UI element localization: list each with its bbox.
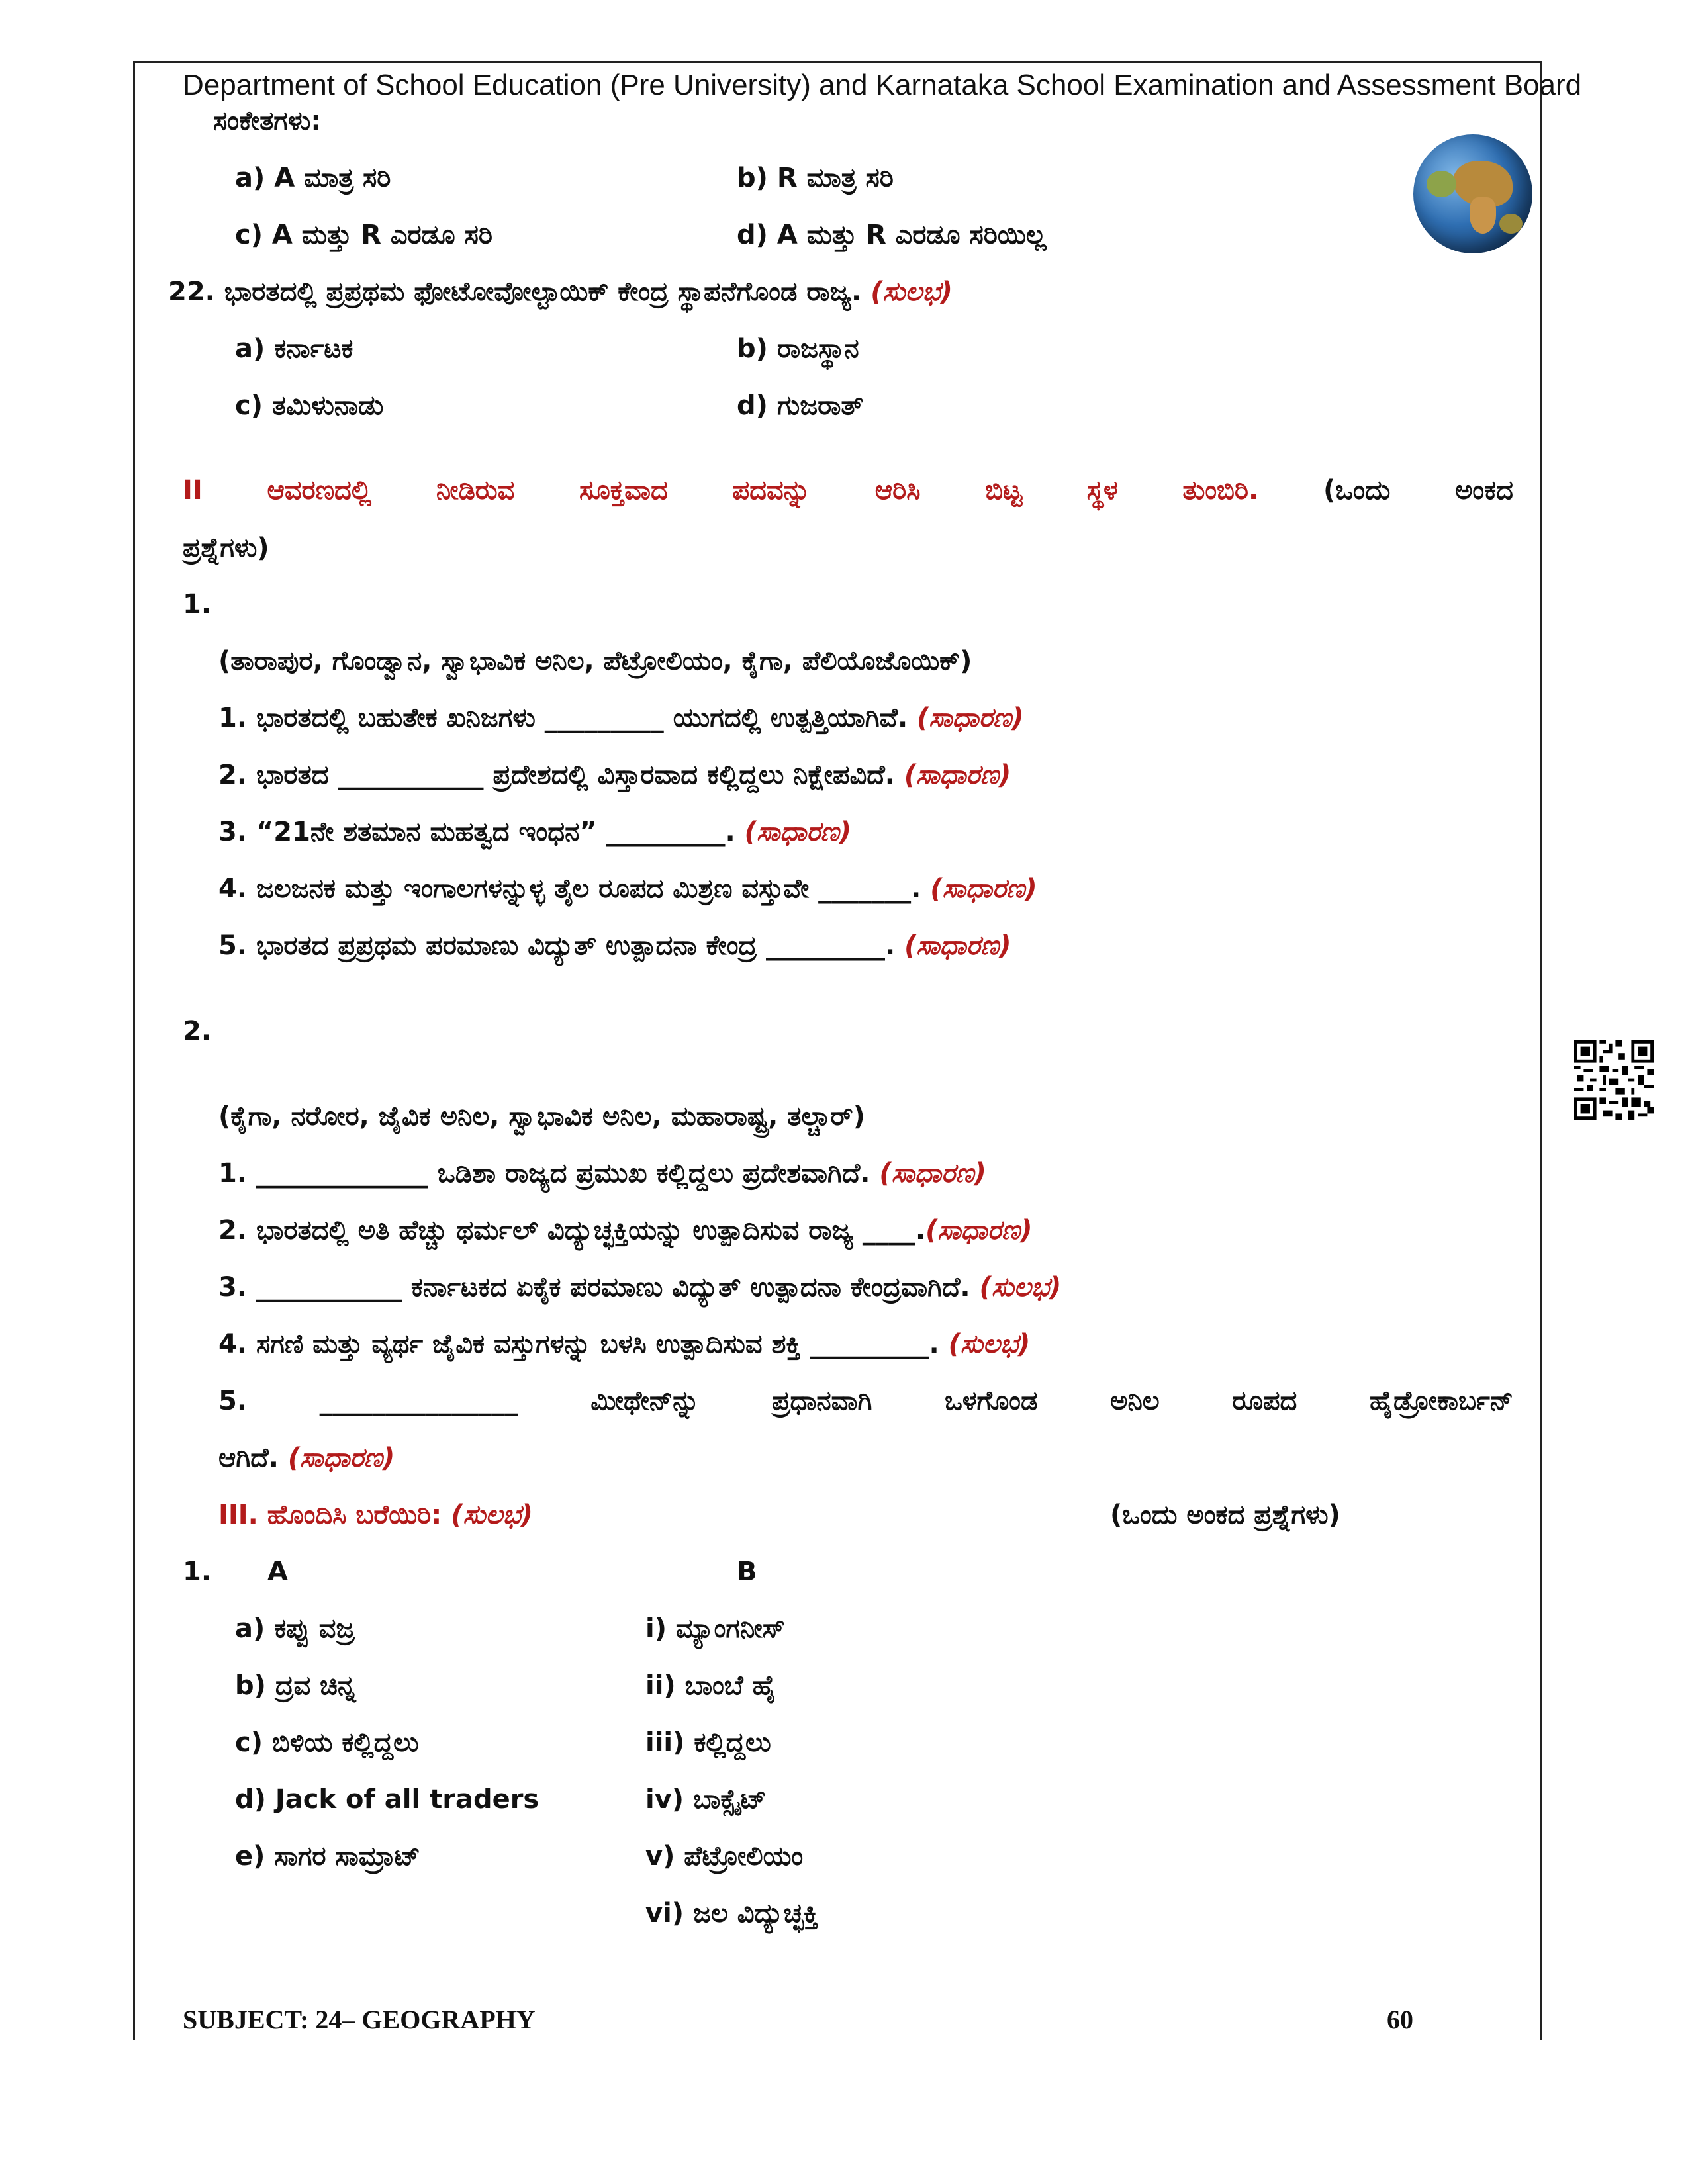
set1-item-4: 4. ಜಲಜನಕ ಮತ್ತು ಇಂಗಾಲಗಳನ್ನುಳ್ಳ ತೈಲ ರೂಪದ ಮಿಶ್ರಣ ವಸ್ತುವೇ _______. (ಸಾಧಾರಣ) [218, 874, 1037, 904]
set1-item-3: 3. “21ನೇ ಶತಮಾನ ಮಹತ್ವದ ಇಂಧನ” _________. (ಸಾಧಾರಣ) [218, 817, 852, 847]
match-column-b-header: B [737, 1557, 757, 1587]
section-ii-title: II ಆವರಣದಲ್ಲಿ ನೀಡಿರುವ ಸೂಕ್ತವಾದ ಪದವನ್ನು ಆರಿಸಿ ಬಿಟ್ಟ ಸ್ಥಳ ತುಂಬಿರಿ. [183, 475, 1259, 506]
q22-option-a: a) ಕರ್ನಾಟಕ [235, 334, 353, 364]
match-a-item: a) ಕಪ್ಪು ವಜ್ರ [235, 1614, 355, 1644]
page-frame-left [133, 61, 135, 2040]
set2-item-3: 3. ___________ ಕರ್ನಾಟಕದ ಏಕೈಕ ಪರಮಾಣು ವಿದ್ಯುತ್ ಉತ್ಪಾದನಾ ಕೇಂದ್ರವಾಗಿದೆ. (ಸುಲಭ) [218, 1272, 1062, 1302]
q22-option-b: b) ರಾಜಸ್ಥಾನ [737, 334, 859, 364]
page-number: 60 [1387, 2005, 1413, 2034]
set2-item-5: 5. _______________ ಮೀಥೇನ್‌ನ್ನು ಪ್ರಧಾನವಾಗಿ ಒಳಗೊಂಡ ಅನಿಲ ರೂಪದ ಹೈಡ್ರೋಕಾರ್ಬನ್ [218, 1386, 1513, 1416]
section-ii-marks: (ಒಂದು ಅಂಕದ [1323, 475, 1513, 506]
set2-options: (ಕೈಗಾ, ನರೋರ, ಜೈವಿಕ ಅನಿಲ, ಸ್ವಾಭಾವಿಕ ಅನಿಲ, ಮಹಾರಾಷ್ಟ್ರ, ತಲ್ಚಾರ್) [218, 1101, 865, 1132]
section-iii-title: III. ಹೊಂದಿಸಿ ಬರೆಯಿರಿ: [218, 1500, 442, 1530]
match-number: 1. [183, 1557, 212, 1587]
set2-number: 2. [183, 1016, 212, 1046]
q22-option-d: d) ಗುಜರಾತ್ [737, 390, 864, 421]
match-b-item: iv) ಬಾಕ್ಸೈಟ್ [645, 1784, 767, 1815]
set1-item-2: 2. ಭಾರತದ ___________ ಪ್ರದೇಶದಲ್ಲಿ ವಿಸ್ತಾರವಾದ ಕಲ್ಲಿದ್ದಲು ನಿಕ್ಷೇಪವಿದೆ. (ಸಾಧಾರಣ) [218, 760, 1011, 790]
section-iii-heading [218, 1500, 533, 1530]
set2-item-4: 4. ಸಗಣಿ ಮತ್ತು ವ್ಯರ್ಥ ಜೈವಿಕ ವಸ್ತುಗಳನ್ನು ಬಳಸಿ ಉತ್ಪಾದಿಸುವ ಶಕ್ತಿ _________. (ಸುಲಭ) [218, 1329, 1031, 1359]
set1-item-1: 1. ಭಾರತದಲ್ಲಿ ಬಹುತೇಕ ಖನಿಜಗಳು _________ ಯುಗದಲ್ಲಿ ಉತ್ಪತ್ತಿಯಾಗಿವೆ. (ಸಾಧಾರಣ) [218, 703, 1024, 733]
set1-options: (ತಾರಾಪುರ, ಗೊಂಡ್ವಾನ, ಸ್ವಾಭಾವಿಕ ಅನಿಲ, ಪೆಟ್ರೋಲಿಯಂ, ಕೈಗಾ, ಪೆಲಿಯೊಜೊಯಿಕ್) [218, 646, 972, 676]
set2-item-1: 1. _____________ ಒಡಿಶಾ ರಾಜ್ಯದ ಪ್ರಮುಖ ಕಲ್ಲಿದ್ದಲು ಪ್ರದೇಶವಾಗಿದೆ. (ಸಾಧಾರಣ) [218, 1158, 986, 1189]
match-b-item: i) ಮ್ಯಾಂಗನೀಸ್ [645, 1614, 785, 1644]
q21-option-c: c) A ಮತ್ತು R ಎರಡೂ ಸರಿ [235, 220, 492, 250]
footer-subject: SUBJECT: 24– GEOGRAPHY [183, 2005, 536, 2034]
globe-image [1413, 134, 1532, 253]
match-b-item: ii) ಬಾಂಬೆ ಹೈ [645, 1670, 776, 1701]
match-column-a-header: A [267, 1557, 288, 1587]
match-a-item: d) Jack of all traders [235, 1784, 539, 1815]
q22-level: (ಸುಲಭ) [870, 277, 953, 307]
section-ii-marks-continued: ಪ್ರಶ್ನೆಗಳು) [183, 533, 269, 563]
q21-option-a: a) A ಮಾತ್ರ ಸರಿ [235, 163, 391, 193]
match-a-item: b) ದ್ರವ ಚಿನ್ನ [235, 1670, 356, 1701]
set2-item-5-continued: ಆಗಿದೆ. (ಸಾಧಾರಣ) [218, 1443, 395, 1473]
q21-option-b: b) R ಮಾತ್ರ ಸರಿ [737, 163, 894, 193]
q22-question [168, 277, 953, 307]
set2-item-2: 2. ಭಾರತದಲ್ಲಿ ಅತಿ ಹೆಚ್ಚು ಥರ್ಮಲ್ ವಿದ್ಯುಚ್ಛಕ್ತಿಯನ್ನು ಉತ್ಪಾದಿಸುವ ರಾಜ್ಯ ____.(ಸಾಧಾರಣ) [218, 1215, 1033, 1246]
section-iii-marks: (ಒಂದು ಅಂಕದ ಪ್ರಶ್ನೆಗಳು) [1110, 1500, 1340, 1530]
section-iii-level: (ಸುಲಭ) [451, 1500, 533, 1530]
qr-code-image [1574, 1040, 1654, 1120]
match-b-item: vi) ಜಲ ವಿದ್ಯುಚ್ಛಕ್ತಿ [645, 1898, 819, 1929]
set1-number: 1. [183, 589, 212, 619]
section-ii-heading [183, 475, 1513, 506]
q21-sanketha-label: ಸಂಕೇತಗಳು: [213, 106, 322, 136]
page-frame-top [133, 61, 1542, 63]
q21-option-d: d) A ಮತ್ತು R ಎರಡೂ ಸರಿಯಿಲ್ಲ [737, 220, 1047, 250]
match-b-item: v) ಪೆಟ್ರೋಲಿಯಂ [645, 1841, 804, 1872]
q22-option-c: c) ತಮಿಳುನಾಡು [235, 390, 384, 421]
match-b-item: iii) ಕಲ್ಲಿದ್ದಲು [645, 1727, 771, 1758]
q22-text: 22. ಭಾರತದಲ್ಲಿ ಪ್ರಪ್ರಥಮ ಫೋಟೋವೋಲ್ಟಾಯಿಕ್ ಕೇಂದ್ರ ಸ್ಥಾಪನೆಗೊಂಡ ರಾಜ್ಯ. [168, 277, 862, 307]
set1-item-5: 5. ಭಾರತದ ಪ್ರಪ್ರಥಮ ಪರಮಾಣು ವಿದ್ಯುತ್ ಉತ್ಪಾದನಾ ಕೇಂದ್ರ _________. (ಸಾಧಾರಣ) [218, 931, 1011, 961]
match-a-item: e) ಸಾಗರ ಸಾಮ್ರಾಟ್ [235, 1841, 420, 1872]
page-frame-right [1540, 61, 1542, 2040]
match-a-item: c) ಬಿಳಿಯ ಕಲ್ಲಿದ್ದಲು [235, 1727, 419, 1758]
page-header: Department of School Education (Pre University) and Karnataka School Examination and Assessment Board [183, 69, 1582, 101]
